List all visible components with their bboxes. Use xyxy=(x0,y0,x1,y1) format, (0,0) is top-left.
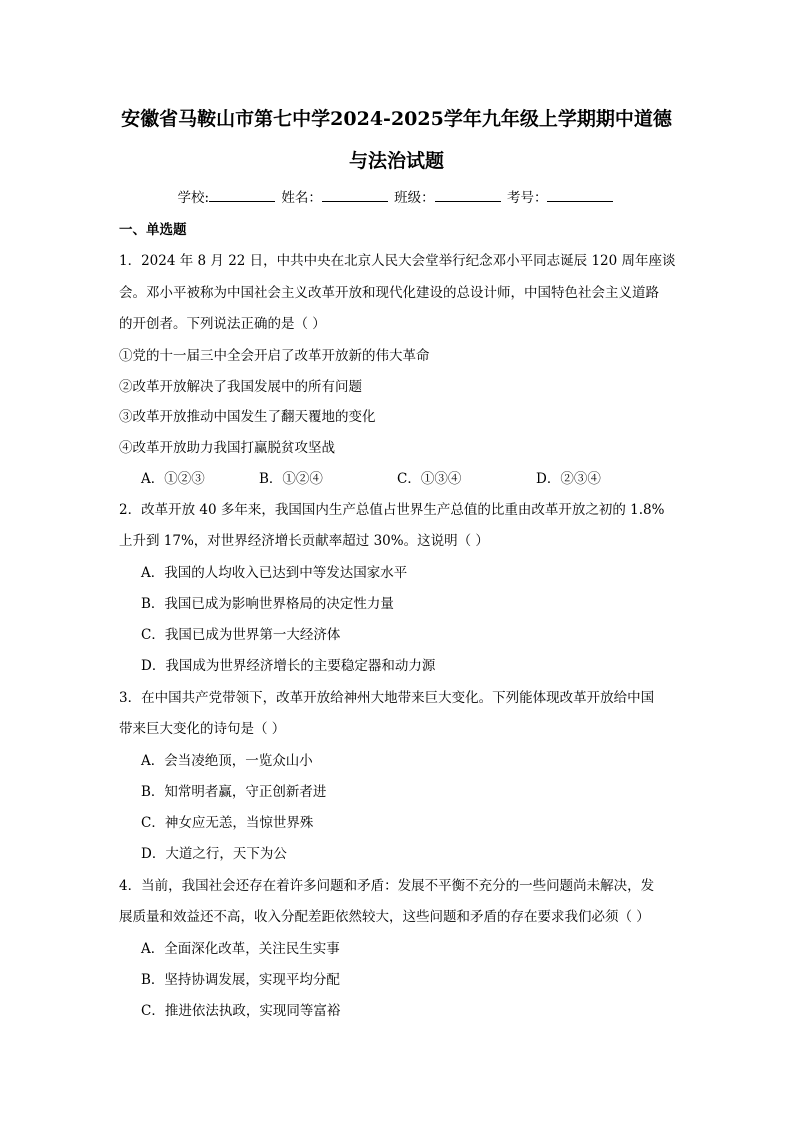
q2-option-b: B．我国已成为影响世界格局的决定性力量 xyxy=(141,596,394,612)
q3-option-b: B．知常明者赢，守正创新者进 xyxy=(141,784,327,800)
q1-stem-line3: 的开创者。下列说法正确的是（ ） xyxy=(119,316,326,332)
q1-option-b: B．①②④ xyxy=(259,471,323,487)
q1-option-d: D．②③④ xyxy=(536,471,601,487)
name-blank xyxy=(322,188,388,202)
q4-option-b: B．坚持协调发展，实现平均分配 xyxy=(141,972,340,988)
class-blank xyxy=(435,188,501,202)
document-title-line1: 安徽省马鞍山市第七中学2024-2025学年九年级上学期期中道德 xyxy=(121,108,672,130)
q1-options xyxy=(141,467,661,487)
q4-stem-line1: 4．当前，我国社会还存在着许多问题和矛盾：发展不平衡不充分的一些问题尚未解决，发 xyxy=(119,878,655,894)
q1-option-c: C．①③④ xyxy=(397,471,462,487)
q1-statement-2: ②改革开放解决了我国发展中的所有问题 xyxy=(119,379,362,395)
exam-number-label: 考号： xyxy=(506,190,548,206)
q4-stem-line2: 展质量和效益还不高，收入分配差距依然较大，这些问题和矛盾的存在要求我们必须（ ） xyxy=(119,909,650,925)
q3-option-d: D．大道之行，天下为公 xyxy=(141,846,287,862)
q2-option-c: C．我国已成为世界第一大经济体 xyxy=(141,627,341,643)
q1-stem-line2: 会。邓小平被称为中国社会主义改革开放和现代化建设的总设计师，中国特色社会主义道路 xyxy=(119,285,659,301)
q3-option-a: A．会当凌绝顶，一览众山小 xyxy=(141,753,313,769)
class-label: 班级： xyxy=(394,190,435,206)
q3-stem-line1: 3．在中国共产党带领下，改革开放给神州大地带来巨大变化。下列能体现改革开放给中国 xyxy=(119,690,655,706)
q4-option-a: A．全面深化改革，关注民生实事 xyxy=(141,941,340,957)
q4-option-c: C．推进依法执政，实现同等富裕 xyxy=(141,1003,341,1019)
q2-option-d: D．我国成为世界经济增长的主要稳定器和动力源 xyxy=(141,658,436,674)
q2-option-a: A．我国的人均收入已达到中等发达国家水平 xyxy=(141,565,408,581)
school-label: 学校: xyxy=(177,190,210,206)
q3-stem-line2: 带来巨大变化的诗句是（ ） xyxy=(119,721,286,737)
name-label: 姓名： xyxy=(281,190,322,206)
q1-option-a: A．①②③ xyxy=(141,471,205,487)
section-title: 一、单选题 xyxy=(119,222,187,238)
q3-option-c: C．神女应无恙，当惊世界殊 xyxy=(141,815,314,831)
school-blank xyxy=(209,188,275,202)
exam-number-blank xyxy=(547,188,613,202)
q2-stem-line2: 上升到 17%，对世界经济增长贡献率超过 30%。这说明（ ） xyxy=(119,533,489,549)
student-info-row xyxy=(0,186,793,206)
q1-statement-3: ③改革开放推动中国发生了翻天覆地的变化 xyxy=(119,409,376,425)
q1-statement-4: ④改革开放助力我国打赢脱贫攻坚战 xyxy=(119,440,335,456)
q1-stem-line1: 1．2024 年 8 月 22 日，中共中央在北京人民大会堂举行纪念邓小平同志诞辰 120 周年座谈 xyxy=(119,253,676,269)
q1-statement-1: ①党的十一届三中全会开启了改革开放新的伟大革命 xyxy=(119,348,430,364)
document-title-line2: 与法治试题 xyxy=(348,150,444,172)
q2-stem-line1: 2．改革开放 40 多年来，我国国内生产总值占世界生产总值的比重由改革开放之初的 1.8% xyxy=(119,502,665,518)
